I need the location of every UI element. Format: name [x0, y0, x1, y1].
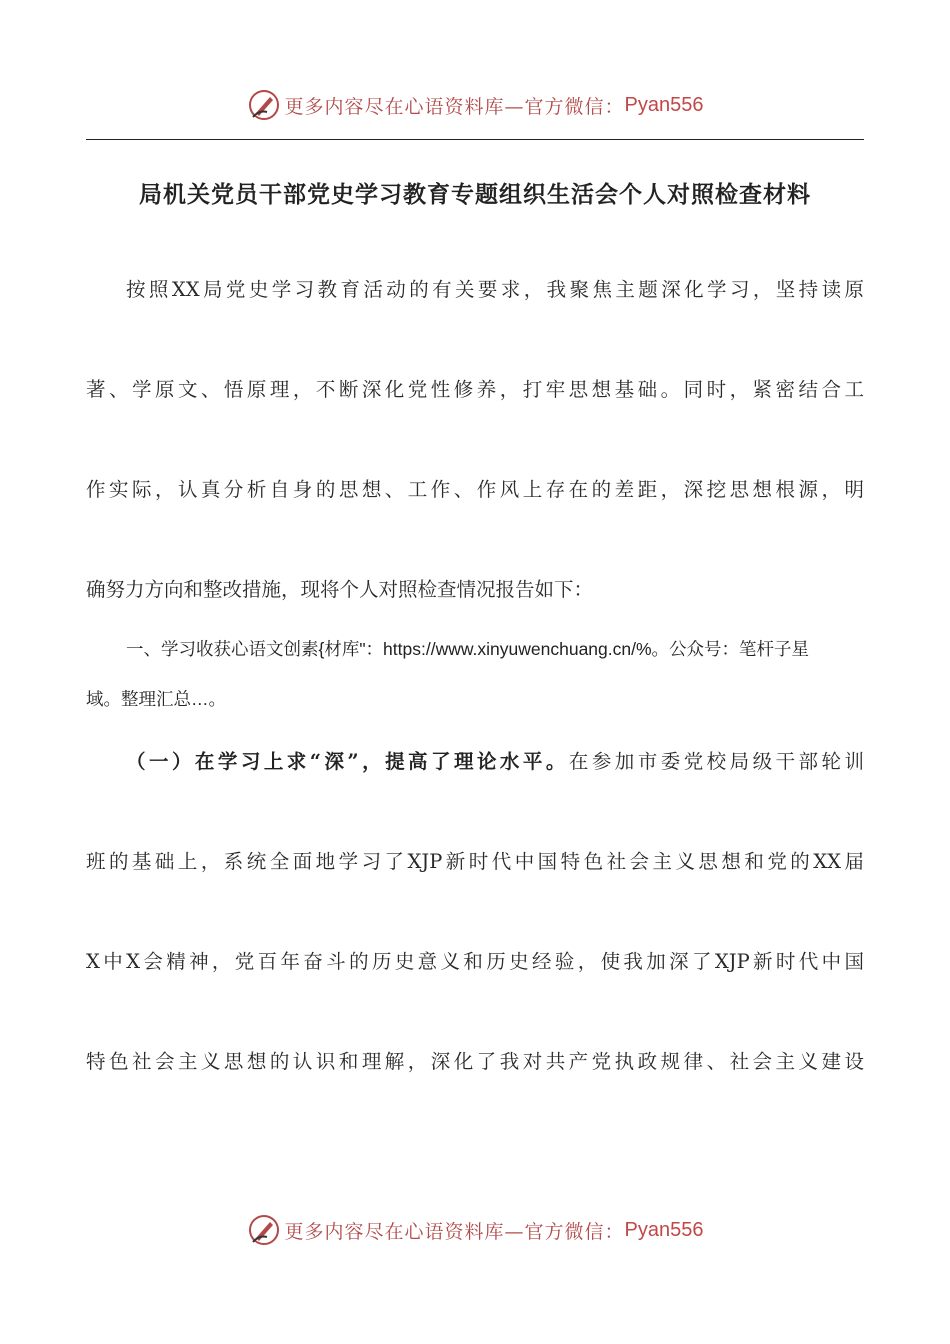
body-line: X中X会精神，党百年奋斗的历史意义和历史经验，使我加深了XJP新时代中国 [86, 950, 864, 973]
pen-logo-icon [247, 1213, 281, 1247]
subsection-text: 在参加市委党校局级干部轮训 [568, 750, 864, 773]
watermark-banner-top [0, 80, 950, 130]
watermark-text: 更多内容尽在心语资料库—官方微信： [284, 1220, 625, 1243]
intro-line: 按照XX局党史学习教育活动的有关要求，我聚焦主题深化学习，坚持读原 [126, 278, 864, 301]
intro-line: 著、学原文、悟原理，不断深化党性修养，打牢思想基础。同时，紧密结合工 [86, 378, 864, 401]
pen-logo-icon [247, 88, 281, 122]
watermark-banner-bottom [0, 1205, 950, 1255]
wechat-id: Pyan556 [624, 1218, 704, 1241]
body-line: 特色社会主义思想的认识和理解，深化了我对共产党执政规律、社会主义建设 [86, 1050, 864, 1073]
intro-line: 作实际，认真分析自身的思想、工作、作风上存在的差距，深挖思想根源，明 [86, 478, 864, 501]
section-heading-line: 一、学习收获心语文创素{材库"：https://www.xinyuwenchuang.cn/%。公众号：笔杆子星 [126, 639, 810, 659]
subsection-heading: （一）在学习上求“深”，提高了理论水平。 [126, 750, 569, 773]
watermark-text: 更多内容尽在心语资料库—官方微信： [284, 95, 625, 118]
wechat-id: Pyan556 [624, 93, 704, 116]
header-divider [86, 139, 864, 140]
document-title: 局机关党员干部党史学习教育专题组织生活会个人对照检查材料 [139, 181, 811, 208]
section-heading-line: 域。整理汇总…。 [86, 689, 226, 709]
subsection-first-line [86, 746, 864, 774]
body-line: 班的基础上，系统全面地学习了XJP新时代中国特色社会主义思想和党的XX届 [86, 850, 864, 873]
intro-line: 确努力方向和整改措施，现将个人对照检查情况报告如下： [86, 578, 594, 601]
